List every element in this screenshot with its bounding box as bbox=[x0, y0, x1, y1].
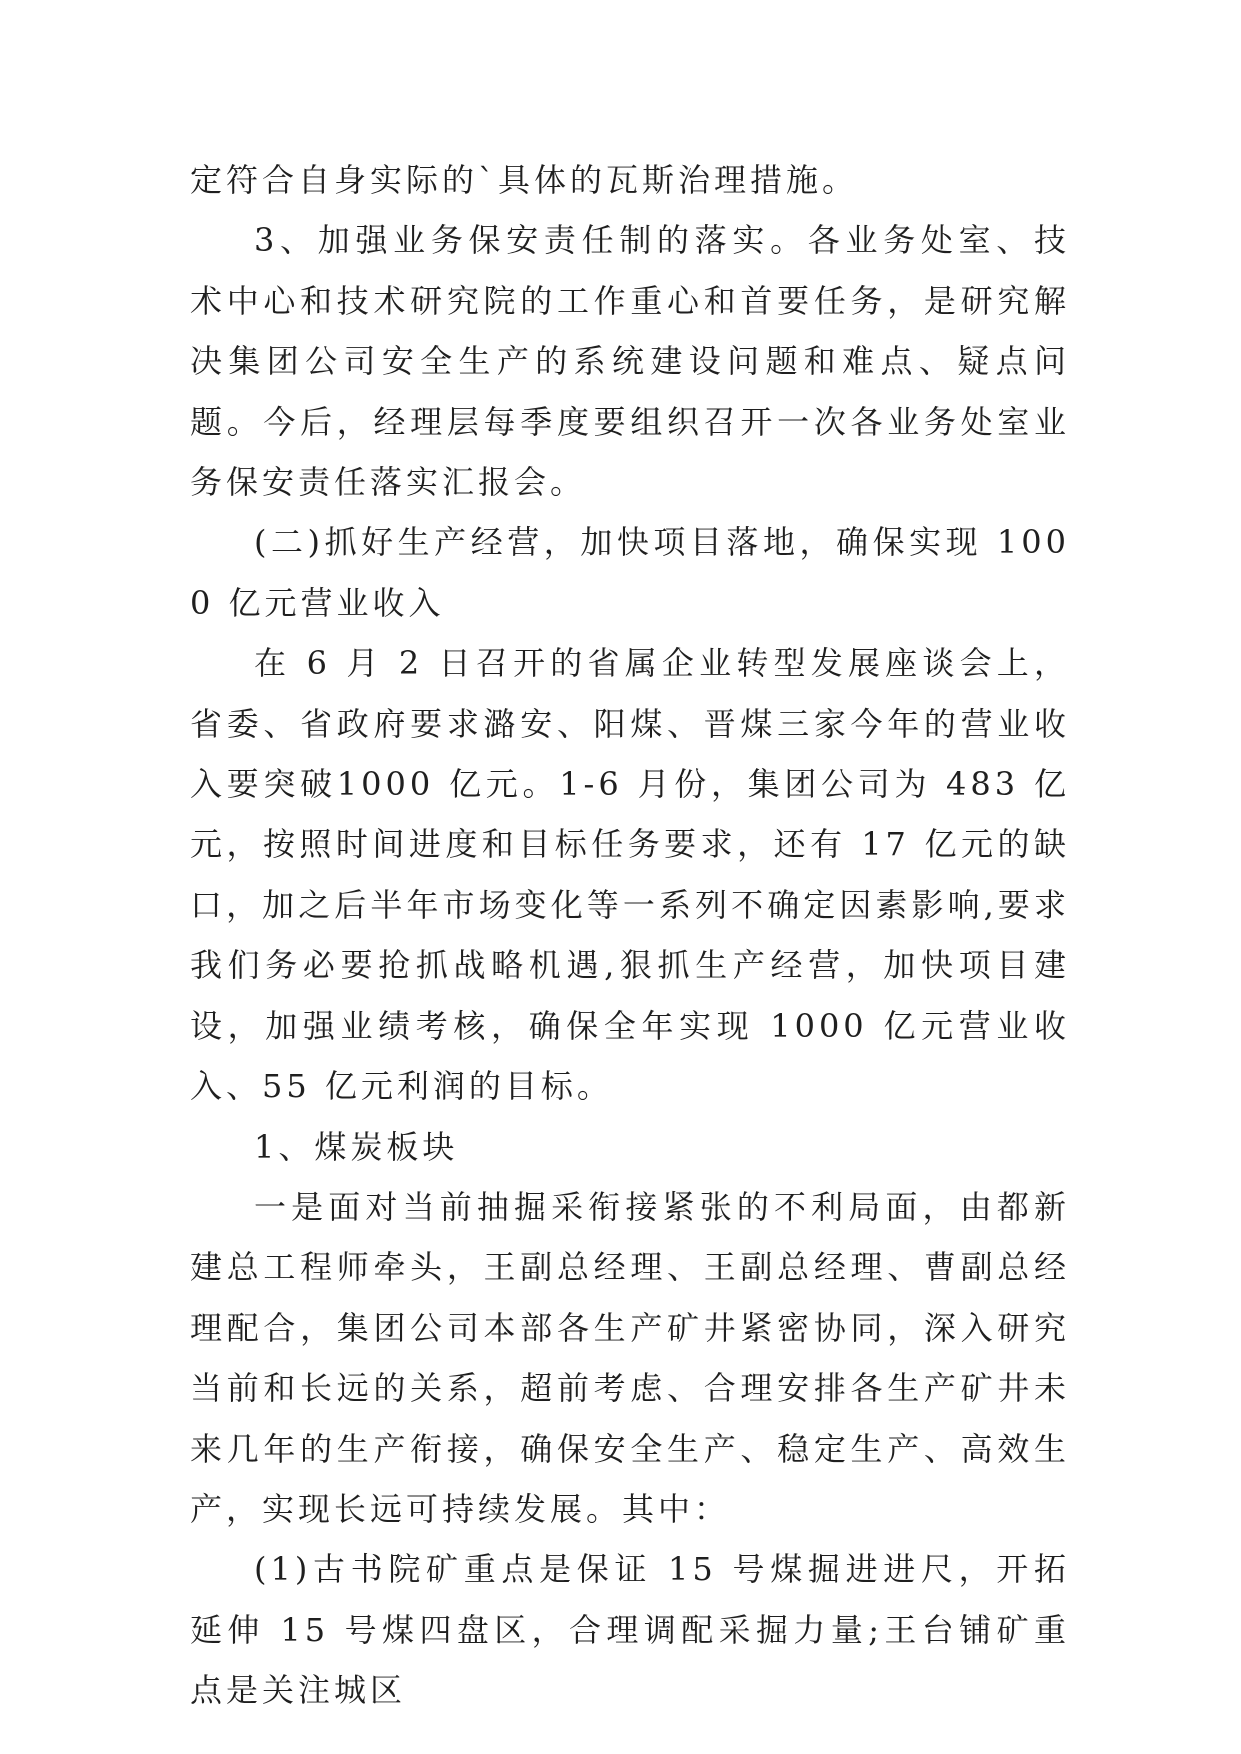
paragraph-5-heading: 1、煤炭板块 bbox=[254, 1127, 459, 1166]
paragraph-2: 3、加强业务保安责任制的落实。各业务处室、技术中心和技术研究院的工作重心和首要任务，是研究解决集团公司安全生产的系统建设问题和难点、疑点问题。今后，经理层每季度要组织召开一次各业务处室业务保安责任落实汇报会。 bbox=[190, 221, 1070, 502]
paragraph-6: 一是面对当前抽掘采衔接紧张的不利局面，由都新建总工程师牵头，王副总经理、王副总经理、曹副总经理配合，集团公司本部各生产矿井紧密协同，深入研究当前和长远的关系，超前考虑、合理安排各生产矿井未来几年的生产衔接，确保安全生产、稳定生产、高效生产，实现长远可持续发展。其中： bbox=[190, 1187, 1070, 1528]
document-body bbox=[190, 150, 1070, 1721]
paragraph-3-heading: (二)抓好生产经营，加快项目落地，确保实现 1000 亿元营业收入 bbox=[190, 523, 1070, 622]
paragraph-4: 在 6 月 2 日召开的省属企业转型发展座谈会上，省委、省政府要求潞安、阳煤、晋煤三家今年的营业收入要突破1000 亿元。1-6 月份，集团公司为 483 亿元，按照时间进度和目标任务要求，还有 17 亿元的缺口，加之后半年市场变化等一系列不确定因素影响,要求我们务必要抢抓战略机遇,狠抓生产经营，加快项目建设，加强业绩考核，确保全年实现 1000 亿元营业收入、55 亿元利润的目标。 bbox=[190, 644, 1070, 1106]
paragraph-1: 定符合自身实际的`具体的瓦斯治理措施。 bbox=[190, 161, 859, 199]
paragraph-7: (1)古书院矿重点是保证 15 号煤掘进进尺，开拓延伸 15 号煤四盘区，合理调配采掘力量;王台铺矿重点是关注城区 bbox=[190, 1550, 1070, 1710]
